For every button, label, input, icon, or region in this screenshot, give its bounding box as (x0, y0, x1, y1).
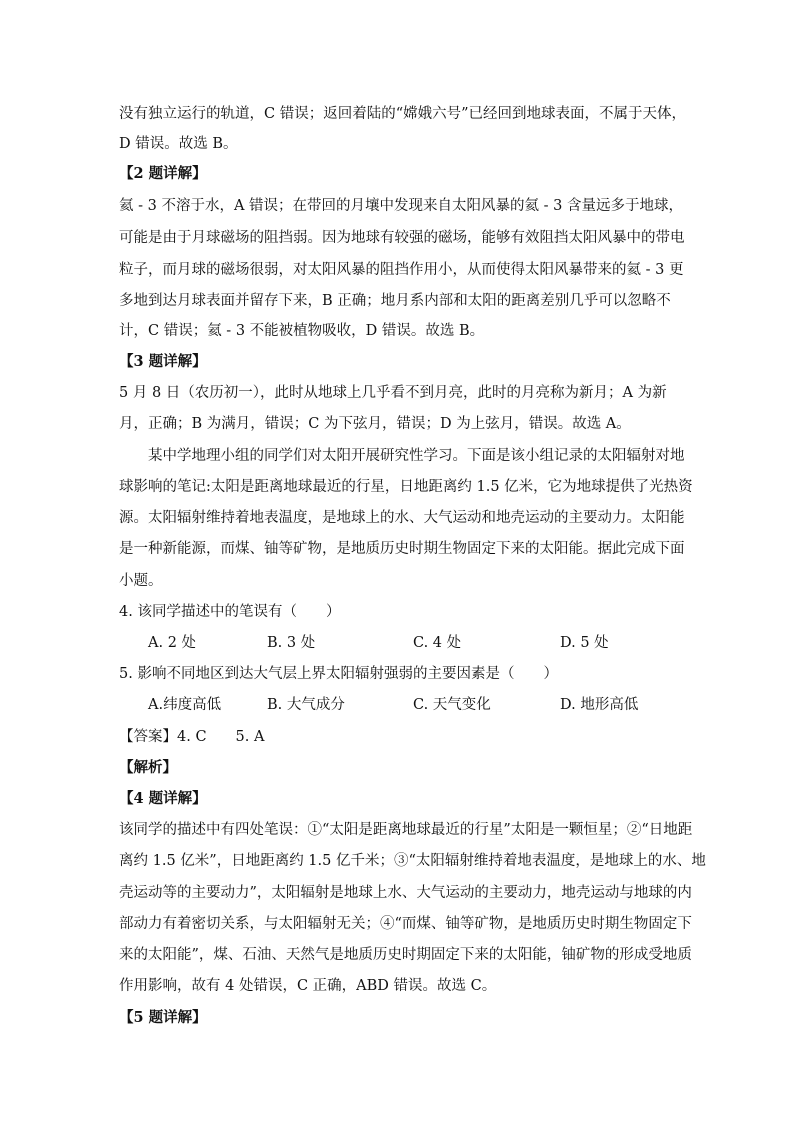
paragraph-2-line-5: 计，C 错误；氦 - 3 不能被植物吸收，D 错误。故选 B。 (119, 323, 485, 339)
passage-line-1: 某中学地理小组的同学们对太阳开展研究性学习。下面是该小组记录的太阳辐射对地 (148, 448, 685, 464)
paragraph-2-line-1: 氦 - 3 不溶于水，A 错误；在带回的月壤中发现来自太阳风暴的氦 - 3 含量远多于地球， (119, 198, 683, 214)
answer-line: 【答案】4. C 5. A (119, 729, 265, 745)
question-4-option-d: D. 5 处 (560, 635, 609, 651)
paragraph-4-line-1: 该同学的描述中有四处笔误：①“太阳是距离地球最近的行星”太阳是一颗恒星；②“日地距 (119, 822, 693, 838)
paragraph-3-line-2: 月，正确；B 为满月，错误；C 为下弦月，错误；D 为上弦月，错误。故选 A。 (119, 416, 631, 432)
analysis-heading: 【解析】 (119, 759, 177, 776)
passage-line-5: 小题。 (119, 573, 163, 589)
question-5-option-a: A.纬度高低 (148, 697, 222, 713)
passage-line-3: 源。太阳辐射维持着地表温度，是地球上的水、大气运动和地壳运动的主要动力。太阳能 (119, 510, 685, 526)
heading-q4: 【4 题详解】 (119, 790, 207, 807)
heading-q2: 【2 题详解】 (119, 165, 207, 182)
paragraph-3-line-1: 5 月 8 日（农历初一），此时从地球上几乎看不到月亮，此时的月亮称为新月；A 为新 (119, 385, 667, 401)
passage-line-2: 球影响的笔记:太阳是距离地球最近的行星，日地距离约 1.5 亿米，它为地球提供了光热资 (119, 479, 693, 495)
paragraph-2-line-3: 粒子，而月球的磁场很弱，对太阳风暴的阻挡作用小，从而使得太阳风暴带来的氦 - 3 更 (119, 262, 684, 278)
question-4-option-c: C. 4 处 (413, 635, 462, 651)
question-4-option-b: B. 3 处 (267, 635, 316, 651)
heading-q3: 【3 题详解】 (119, 353, 207, 370)
paragraph-1-line-2: D 错误。故选 B。 (119, 136, 238, 152)
paragraph-4-line-5: 来的太阳能”，煤、石油、天然气是地质历史时期固定下来的太阳能，铀矿物的形成受地质 (119, 947, 692, 963)
question-5-option-b: B. 大气成分 (267, 697, 345, 713)
question-5-option-c: C. 天气变化 (413, 697, 491, 713)
paragraph-2-line-4: 多地到达月球表面并留存下来，B 正确；地月系内部和太阳的距离差别几乎可以忽略不 (119, 293, 671, 309)
paragraph-4-line-4: 部动力有着密切关系，与太阳辐射无关；④“而煤、铀等矿物，是地质历史时期生物固定下 (119, 916, 692, 932)
paragraph-2-line-2: 可能是由于月球磁场的阻挡弱。因为地球有较强的磁场，能够有效阻挡太阳风暴中的带电 (119, 230, 685, 246)
paragraph-4-line-3: 壳运动等的主要动力”，太阳辐射是地球上水、大气运动的主要动力，地壳运动与地球的内 (119, 885, 692, 901)
passage-line-4: 是一种新能源，而煤、铀等矿物，是地质历史时期生物固定下来的太阳能。据此完成下面 (119, 541, 685, 557)
question-5-stem: 5. 影响不同地区到达大气层上界太阳辐射强弱的主要因素是（ ） (119, 666, 558, 682)
question-4-option-a: A. 2 处 (148, 635, 197, 651)
question-5-option-d: D. 地形高低 (560, 697, 639, 713)
heading-q5: 【5 题详解】 (119, 1009, 207, 1026)
paragraph-4-line-2: 离约 1.5 亿米”，日地距离约 1.5 亿千米；③“太阳辐射维持着地表温度，是地球上的水、地 (119, 853, 706, 869)
paragraph-1-line-1: 没有独立运行的轨道，C 错误；返回着陆的“嫦娥六号”已经回到地球表面，不属于天体， (119, 106, 687, 122)
question-4-stem: 4. 该同学描述中的笔误有（ ） (119, 604, 341, 620)
paragraph-4-line-6: 作用影响，故有 4 处错误，C 正确，ABD 错误。故选 C。 (119, 978, 497, 994)
